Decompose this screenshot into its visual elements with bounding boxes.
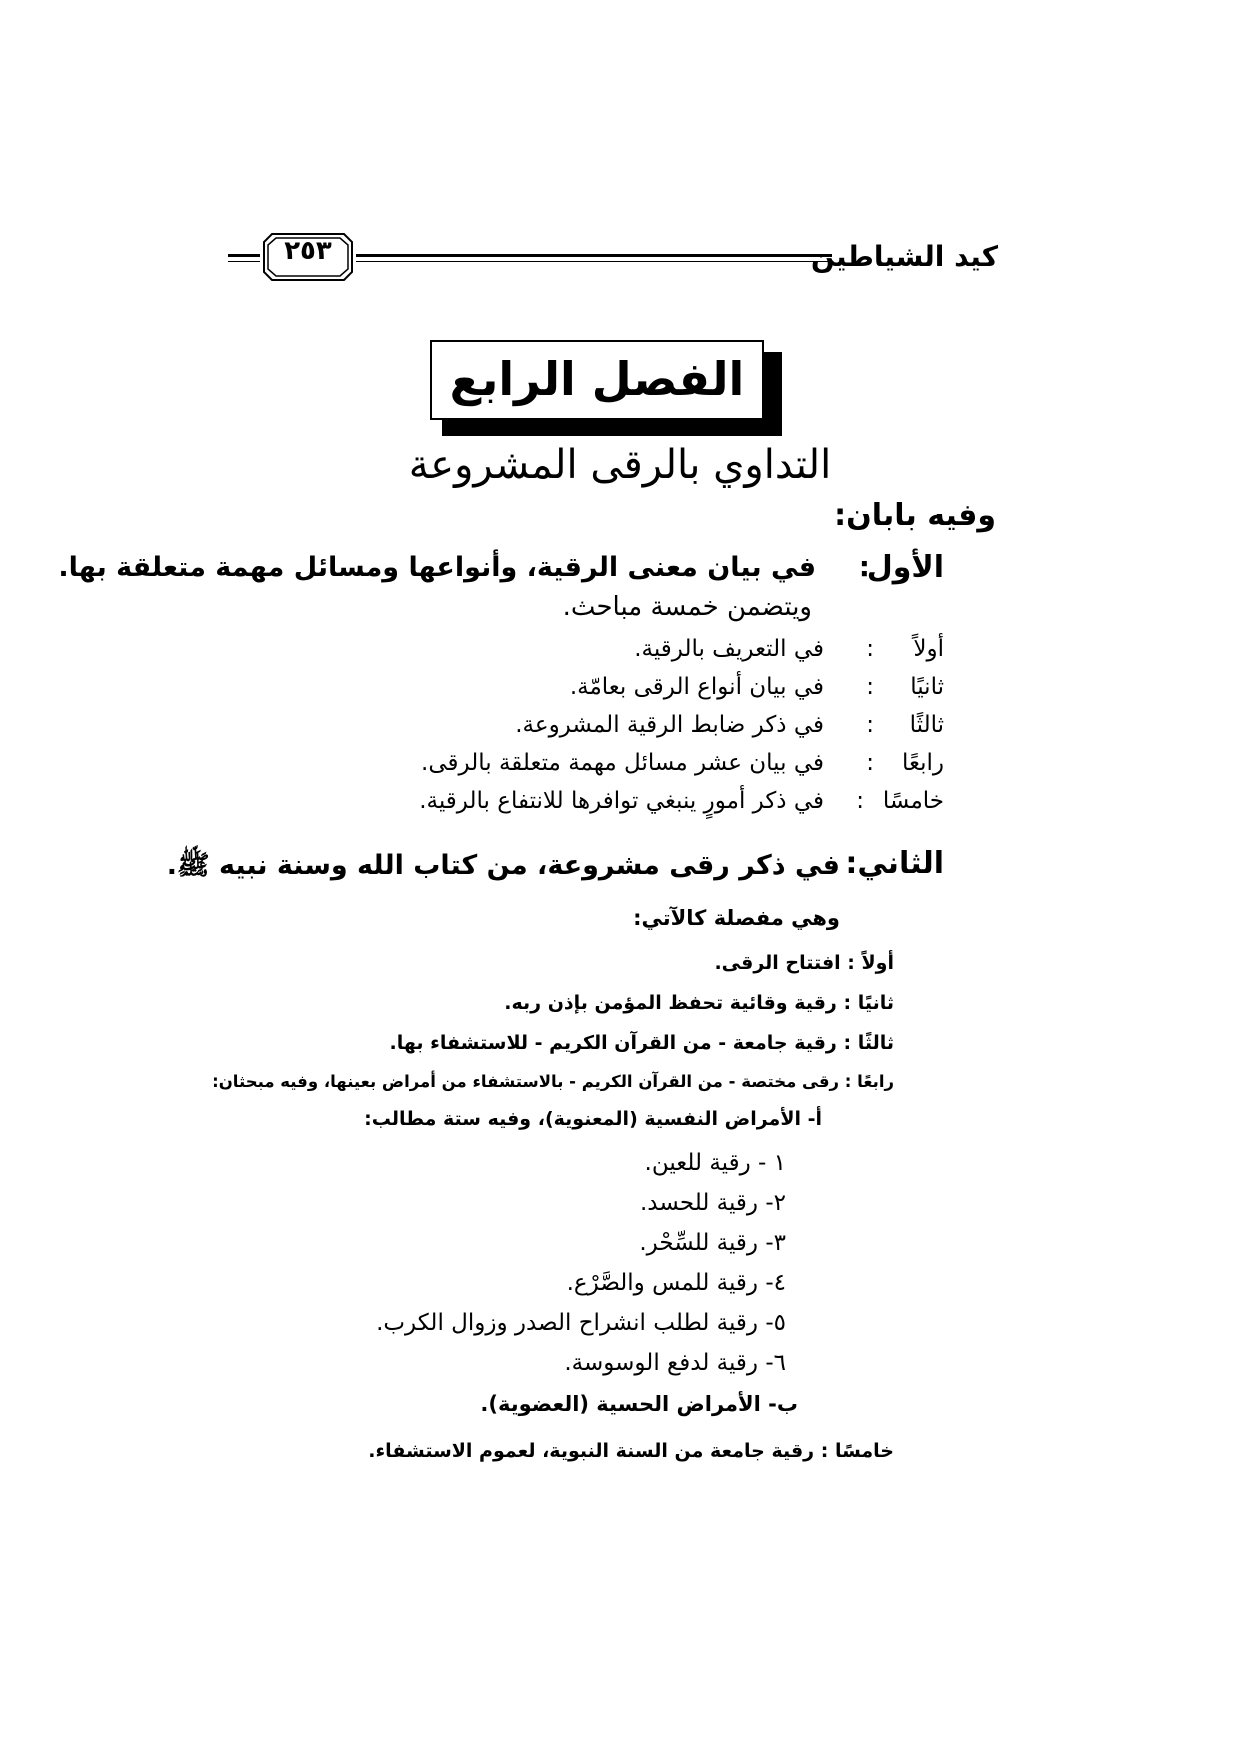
intro-text: وفيه بابان: [834, 498, 996, 533]
part-one-text: في بيان معنى الرقية، وأنواعها ومسائل مهمة متعلقة بها. [58, 552, 816, 583]
part-one-item-text: في بيان أنواع الرقى بعامّة. [569, 674, 824, 700]
part-one-item-sep: : [856, 788, 864, 814]
list-item: ٤- رقية للمس والصَّرْع. [566, 1270, 786, 1296]
part-one-item-label: ثانيًا [910, 674, 944, 700]
part-two-text: في ذكر رقى مشروعة، من كتاب الله وسنة نبيه ﷺ. [166, 850, 840, 881]
part-one-item-text: في ذكر أمورٍ ينبغي توافرها للانتفاع بالرقية. [419, 788, 824, 814]
part-two-item: رابعًا : رقى مختصة - من القرآن الكريم - بالاستشفاء من أمراض بعينها، وفيه مبحثان: [212, 1072, 894, 1091]
part-one-item-sep: : [866, 636, 874, 662]
part-one-item-label: رابعًا [901, 750, 944, 776]
list-item: ١ - رقية للعين. [644, 1150, 786, 1176]
sub-section-a-title: أ- الأمراض النفسية (المعنوية)، وفيه ستة مطالب: [364, 1108, 822, 1130]
part-two-label: الثاني: [845, 846, 944, 881]
chapter-subtitle: التداوي بالرقى المشروعة [408, 442, 832, 488]
list-item: ٣- رقية للسِّحْر. [639, 1230, 786, 1256]
part-one-item-label: خامسًا [882, 788, 944, 814]
part-two-last-item: خامسًا : رقية جامعة من السنة النبوية، لعموم الاستشفاء. [368, 1440, 894, 1462]
list-item: ٥- رقية لطلب انشراح الصدر وزوال الكرب. [376, 1310, 786, 1336]
part-two-detail-intro: وهي مفصلة كالآتي: [633, 906, 840, 930]
part-one-label: الأول [866, 550, 944, 585]
part-one-item-text: في ذكر ضابط الرقية المشروعة. [515, 712, 824, 738]
part-one-item-sep: : [866, 712, 874, 738]
part-one-item-text: في التعريف بالرقية. [634, 636, 824, 662]
part-one-item-label: أولاً [913, 636, 944, 662]
part-two-item: أولاً : افتتاح الرقى. [714, 952, 894, 974]
part-one-text-2: ويتضمن خمسة مباحث. [562, 592, 812, 622]
part-one-item-sep: : [866, 750, 874, 776]
chapter-title: الفصل الرابع [449, 352, 745, 406]
part-two-item: ثالثًا : رقية جامعة - من القرآن الكريم - للاستشفاء بها. [389, 1032, 894, 1054]
part-two-item: ثانيًا : رقية وقائية تحفظ المؤمن بإذن ربه. [504, 992, 894, 1014]
list-item: ٢- رقية للحسد. [639, 1190, 786, 1216]
list-item: ٦- رقية لدفع الوسوسة. [564, 1350, 786, 1376]
sub-section-b-title: ب- الأمراض الحسية (العضوية). [480, 1392, 798, 1416]
part-one-item-label: ثالثًا [909, 712, 944, 738]
part-one-item-sep: : [866, 674, 874, 700]
book-title: كيد الشياطين [810, 240, 998, 273]
page-number: ٢٥٣ [284, 236, 332, 266]
part-one-item-text: في بيان عشر مسائل مهمة متعلقة بالرقى. [421, 750, 824, 776]
part-one-colon: : [858, 550, 870, 583]
